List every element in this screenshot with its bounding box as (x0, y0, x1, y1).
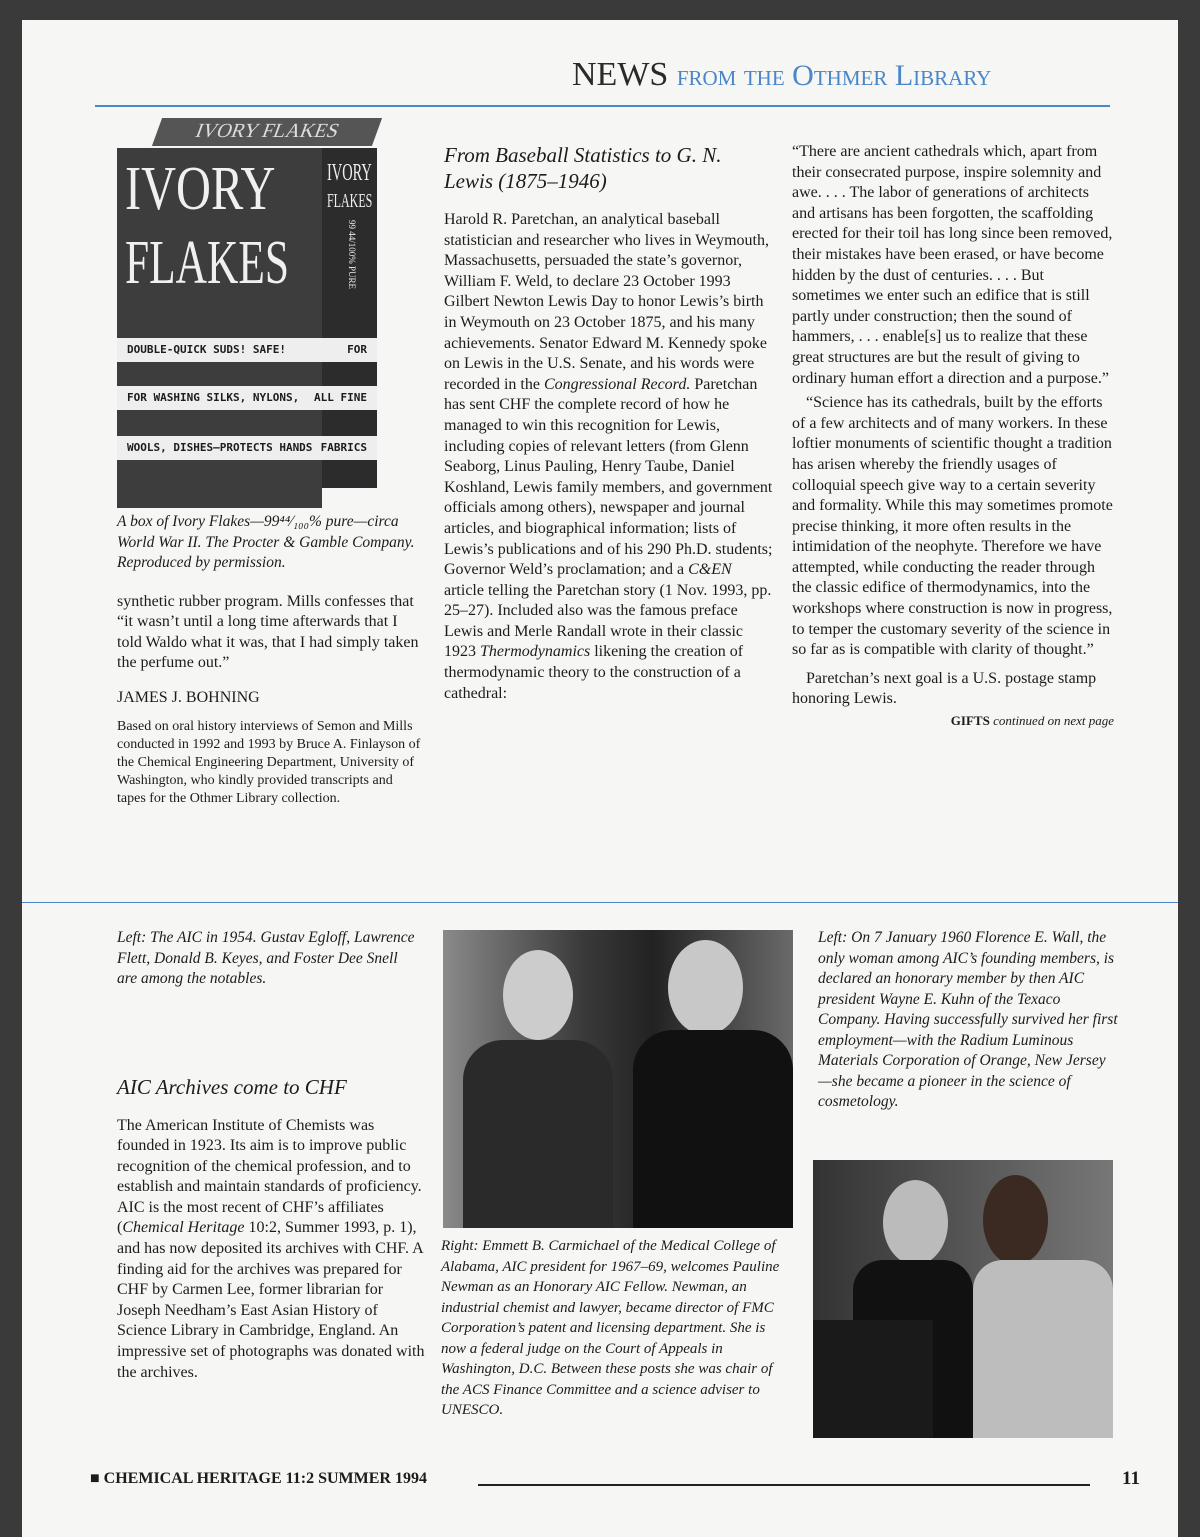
text: article telling the Paretchan story (1 Nov. 1993, pp. 25–27). Included also was the famous preface Lewis and Merle Randall wrote in their classic 1923 (444, 581, 772, 661)
article-lewis-col2 (444, 142, 774, 704)
footer-rule (478, 1484, 1090, 1486)
text: Harold R. Paretchan, an analytical baseball statistician and researcher who lives in Weymouth, Massachusetts, persuaded the state’s governor, William F. Weld, to declare 23 October 1993 Gilbert Newton Lewis Day to honor Lewis’s birth in Weymouth on 23 October 1875, and his many achievements. Senator Edward M. Kennedy spoke on Lewis in the U.S. Senate, and his words were recorded in the (444, 211, 769, 393)
box-band2: FOR WASHING SILKS, NYLONS, (127, 391, 300, 404)
box-side-ivory: IVORY (327, 160, 372, 186)
section-header (572, 56, 991, 94)
header-subtitle: from the Othmer Library (676, 59, 992, 92)
text: The American Institute of Chemists was founded in 1923. Its aim is to improve public recognition of the chemical profession, and to establish and maintain standards of proficiency. AIC is the most recent of CHF’s affiliates ( (117, 1116, 422, 1237)
caption-carmichael: Right: Emmett B. Carmichael of the Medical College of Alabama, AIC president for 1967–69, welcomes Pauline Newman as an Honorary AIC Fellow. Newman, an industrial chemist and lawyer, became director of FMC Corporation’s patent and licensing department. She is now a federal judge on the Court of Appeals in Washington, D.C. Between these posts she was chair of the ACS Finance Committee and a science adviser to UNESCO. (441, 1238, 780, 1418)
page-number: 11 (1122, 1468, 1140, 1489)
text: C&EN (688, 561, 732, 579)
closing-paragraph: Paretchan’s next goal is a U.S. postage stamp honoring Lewis. (792, 669, 1097, 708)
source-note: Based on oral history interviews of Semon and Mills conducted in 1992 and 1993 by Bruce A. Finlayson of the Chemical Engineering Department, University of Washington, who kindly provided transcripts and tapes for the Othmer Library collection. (117, 718, 421, 806)
article-aic-body (117, 1116, 427, 1384)
ivory-caption: A box of Ivory Flakes—99⁴⁴⁄₁₀₀% pure—circa World War II. The Procter & Gamble Company. Reproduced by permission. (117, 513, 415, 571)
article-lewis-body-col3 (792, 142, 1114, 729)
box-band1-side: FOR (347, 343, 367, 356)
continued-text: continued on next page (989, 713, 1114, 729)
article-title-aic: AIC Archives come to CHF (117, 1074, 347, 1099)
header-rule (95, 105, 1110, 107)
caption-aic-1954: Left: The AIC in 1954. Gustav Egloff, Lawrence Flett, Donald B. Keyes, and Foster Dee Snell are among the notables. (117, 929, 415, 987)
footer-publication: ■ CHEMICAL HERITAGE 11:2 SUMMER 1994 (90, 1470, 427, 1487)
article-lewis-body-col2 (444, 210, 774, 704)
continued-label: GIFTS (950, 713, 990, 729)
col1-paragraph: synthetic rubber program. Mills confesses that “it wasn’t until a long time afterwards that I told Waldo what it was, that I had simply taken the perfume out.” (117, 592, 419, 672)
header-news: NEWS (572, 56, 669, 93)
box-purity: 99 44/100% PURE (347, 220, 357, 290)
text: 10:2, Summer 1993, p. 1), and has now deposited its archives with CHF. A finding aid for the archives was prepared for CHF by Carmen Lee, former librarian for Joseph Needham’s East Asian History of Science Library in Cambridge, England. An impressive set of photographs was donated with the archives. (117, 1219, 425, 1381)
caption-wall: Left: On 7 January 1960 Florence E. Wall, the only woman among AIC’s founding members, is declared an honorary member by then AIC president Wayne E. Kuhn of the Texaco Company. Having successfully survived her first employment—with the Radium Luminous Materials Corporation of Orange, New Jersey—she became a pioneer in the science of cosmetology. (818, 929, 1118, 1110)
text: Thermodynamics (480, 643, 591, 661)
col1-lower (117, 928, 427, 1383)
author-byline: JAMES J. BOHNING (117, 688, 260, 706)
continued-note[interactable] (792, 712, 1114, 729)
box-title-ivory: IVORY (125, 155, 276, 223)
box-title-flakes: FLAKES (125, 229, 289, 297)
box-band2-side: ALL FINE (314, 391, 367, 404)
box-band1: DOUBLE-QUICK SUDS! SAFE! (127, 343, 286, 356)
box-band3: WOOLS, DISHES–PROTECTS HANDS (127, 441, 313, 454)
publication-label: CHEMICAL HERITAGE 11:2 SUMMER 1994 (103, 1470, 427, 1487)
ivory-flakes-image (117, 118, 377, 508)
photo-carmichael-newman (443, 930, 793, 1228)
box-top: IVORY FLAKES (152, 118, 382, 146)
text: likening the creation of thermodynamic theory to the construction of a cathedral: (444, 643, 744, 702)
box-band3-side: FABRICS (320, 441, 367, 454)
text: Congressional Record. (543, 375, 691, 393)
quote-second: “Science has its cathedrals, built by the efforts of a few architects and of many workers. In these loftier monuments of scientific thought a tradition has arisen whereby the friendly usages of colloquial speech give way to a certain severity and formality. While this may sometimes promote precise thinking, it more often results in the intimidation of the neophyte. Therefore we have attempted, while conducting the reader through the classic edifice of thermodynamics, into the workshops where construction is now in progress, to temper the customary severity of the science in so far as is compatible with clarity of thought.” (792, 394, 1113, 659)
photo-wall-kuhn (813, 1160, 1113, 1438)
text: Chemical Heritage (122, 1219, 245, 1237)
text: Paretchan has sent CHF the complete record of how he managed to win this recognition for Lewis, including copies of relevant letters (from Glenn Seaborg, Linus Pauling, Henry Taube, Daniel Koshland, Lewis family members, and government officials among others), newspaper and journal articles, and biographical information; lists of Lewis’s publications and of his 290 Ph.D. students; Governor Weld’s proclamation; and a (444, 375, 773, 579)
article-paragraph (444, 210, 774, 704)
box-side-flakes: FLAKES (327, 190, 373, 212)
section-divider (22, 902, 1178, 903)
quote-first: “There are ancient cathedrals which, apart from their consecrated purpose, inspire solemnity and awe. . . . The labor of generations of architects and artisans has been forgotten, the scaffolding erected for their toil has long since been removed, their mistakes have been erased, or have become hidden by the dust of centuries. . . . But sometimes we enter such an edifice that is still partly under construction; then the sound of hammers, . . . enable[s] us to realize that these great structures are but the result of giving to ordinary human effort a direction and a purpose.” (792, 143, 1113, 387)
col1 (117, 512, 422, 808)
article-title-lewis: From Baseball Statistics to G. N. Lewis (1875–1946) (444, 143, 722, 193)
